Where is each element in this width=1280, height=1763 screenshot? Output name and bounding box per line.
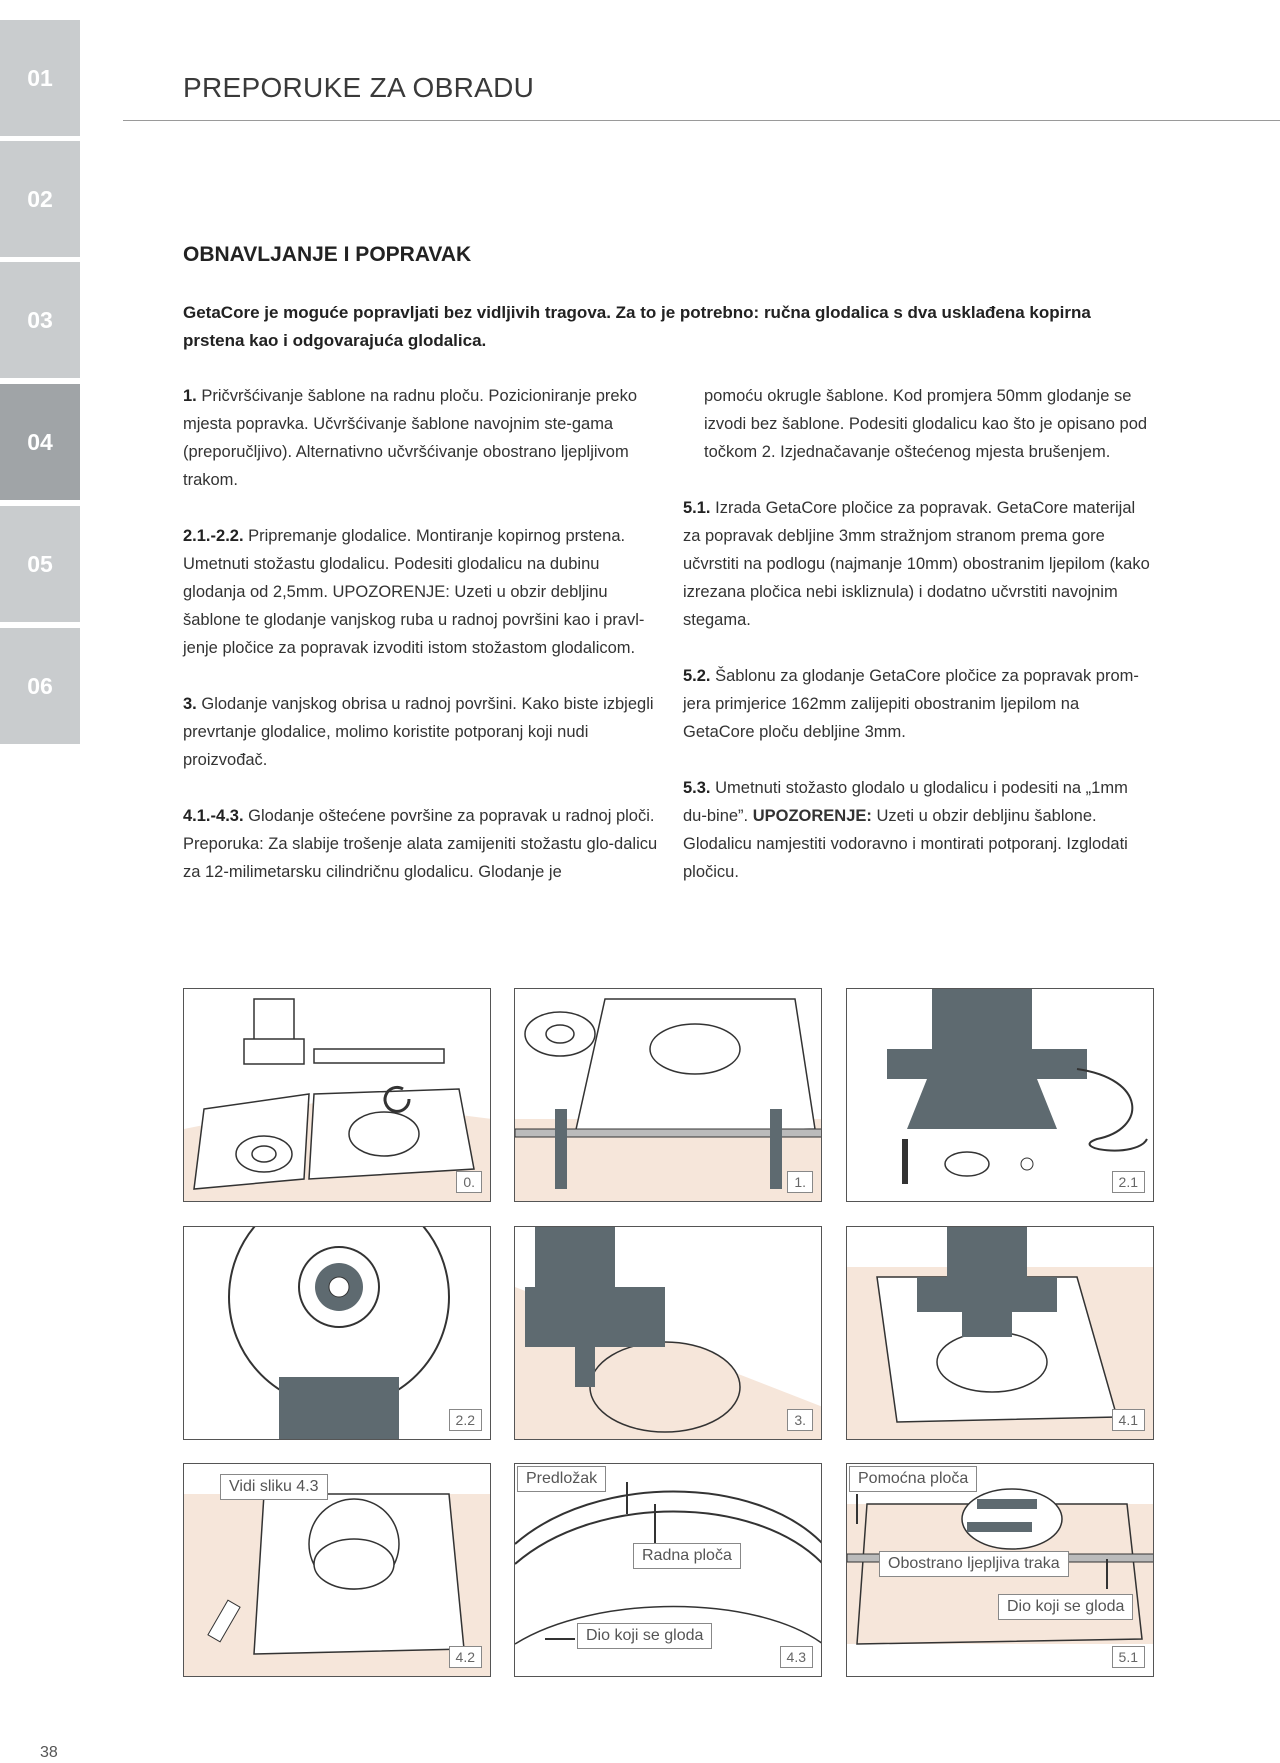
figure-0 xyxy=(183,988,491,1202)
step-4 xyxy=(183,802,663,886)
figure-4-2 xyxy=(183,1463,491,1677)
section-heading: OBNAVLJANJE I POPRAVAK xyxy=(183,243,472,266)
step-5-2 xyxy=(683,662,1153,746)
chapter-tab-06[interactable]: 06 xyxy=(0,628,80,744)
intro-paragraph: GetaCore je moguće popravljati bez vidljivih tragova. Za to je potrebno: ručna glodalica s dva usklađena kopirna prstena kao i odgovarajuća glodalica. xyxy=(183,303,1091,350)
figure-3 xyxy=(514,1226,822,1440)
figure-1 xyxy=(514,988,822,1202)
callout-auxiliary-plate: Pomoćna ploča xyxy=(849,1466,977,1492)
step-text: Šablonu za glodanje GetaCore pločice za popravak prom-jera primjerice 162mm zalijepiti obostranim ljepilom na GetaCore ploču debljine 3mm. xyxy=(683,667,1139,741)
figure-2-2 xyxy=(183,1226,491,1440)
step-number: 5.3. xyxy=(683,779,711,797)
step-5-1 xyxy=(683,494,1153,634)
chapter-tab-03[interactable]: 03 xyxy=(0,262,80,378)
step-text: pomoću okrugle šablone. Kod promjera 50mm glodanje se izvodi bez šablone. Podesiti glodalicu kao što je opisano pod točkom 2. Izjednačavanje oštećenog mjesta brušenjem. xyxy=(704,387,1148,461)
figure-4-1 xyxy=(846,1226,1154,1440)
step-text: Umetnuti stožasto glodalo u glodalicu i podesiti na „1mm du-bine”. xyxy=(683,779,1128,825)
figure-label: 1. xyxy=(787,1171,813,1193)
chapter-tab-04[interactable]: 04 xyxy=(0,384,80,500)
steps-right-column xyxy=(683,382,1153,914)
step-3 xyxy=(183,690,663,774)
chapter-tab-02[interactable]: 02 xyxy=(0,141,80,257)
step-number: 2.1.-2.2. xyxy=(183,527,244,545)
chapter-tab-05[interactable]: 05 xyxy=(0,506,80,622)
routing-outline-illustration xyxy=(515,1227,822,1440)
template-clamped-illustration xyxy=(515,989,822,1202)
figure-4-3 xyxy=(514,1463,822,1677)
page-title: PREPORUKE ZA OBRADU xyxy=(183,72,535,103)
step-number: 1. xyxy=(183,387,197,405)
callout-worktop: Radna ploča xyxy=(633,1543,741,1569)
steps-left-column xyxy=(183,382,663,914)
figure-label: 2.2 xyxy=(449,1409,482,1431)
figure-label: 4.3 xyxy=(780,1646,813,1668)
step-text: Pripremanje glodalice. Montiranje kopirnog prstena. Umetnuti stožastu glodalicu. Podesiti glodalicu na dubinu glodanja od 2,5mm. UPOZORENJE: Uzeti u obzir debljinu šablone te glodanje vanjskog ruba u radnoj površini kao i pravl-jenje pločice za popravak izvoditi istom stožastom glodalicom. xyxy=(183,527,645,657)
figure-2-1 xyxy=(846,988,1154,1202)
step-text: Glodanje vanjskog obrisa u radnoj površini. Kako biste izbjegli prevrtanje glodalice, molimo koristite potporanj koji nudi proizvođač. xyxy=(183,695,654,769)
figure-label: 4.2 xyxy=(449,1646,482,1668)
chapter-tab-01[interactable]: 01 xyxy=(0,20,80,136)
callout-see-figure: Vidi sliku 4.3 xyxy=(220,1474,328,1500)
figure-label: 0. xyxy=(456,1171,482,1193)
step-text: Uzeti u obzir debljinu šablone. Glodalicu namjestiti vodoravno i montirati potporanj. Izglodati pločicu. xyxy=(683,807,1128,881)
step-text: Glodanje oštećene površine za popravak u radnoj ploči. Preporuka: Za slabije trošenje alata zamijeniti stožastu glo-dalicu za 12-milimetarsku cilindričnu glodalicu. Glodanje je xyxy=(183,807,658,881)
figure-label: 2.1 xyxy=(1112,1171,1145,1193)
title-divider xyxy=(123,120,1280,121)
callout-milled-part: Dio koji se gloda xyxy=(577,1623,712,1649)
step-number: 5.1. xyxy=(683,499,711,517)
router-copy-ring-illustration xyxy=(847,989,1154,1202)
figure-5-1 xyxy=(846,1463,1154,1677)
step-text: Izrada GetaCore pločice za popravak. GetaCore materijal za popravak debljine 3mm stražnjom stranom prema gore učvrstiti na podlogu (najmanje 10mm) obostranim ljepilom (kako izrezana pločica nebi iskliznula) i dodatno učvrstiti navojnim stegama. xyxy=(683,499,1150,629)
step-number: 4.1.-4.3. xyxy=(183,807,244,825)
page-number: 38 xyxy=(40,1744,58,1761)
step-text: Pričvršćivanje šablone na radnu ploču. Pozicioniranje preko mjesta popravka. Učvršćivanje šablone navojnim ste-gama (preporučljivo). Alternativno učvršćivanje obostrano ljepljivom trakom. xyxy=(183,387,638,489)
routing-damaged-area-illustration xyxy=(847,1227,1154,1440)
callout-double-sided-tape: Obostrano ljepljiva traka xyxy=(879,1551,1069,1577)
step-number: 5.2. xyxy=(683,667,711,685)
figure-label: 3. xyxy=(787,1409,813,1431)
step-5-3 xyxy=(683,774,1153,886)
figure-label: 5.1 xyxy=(1112,1646,1145,1668)
figure-label: 4.1 xyxy=(1112,1409,1145,1431)
warning-label: UPOZORENJE: xyxy=(752,807,872,825)
step-1 xyxy=(183,382,663,494)
callout-milled-part: Dio koji se gloda xyxy=(998,1594,1133,1620)
router-template-illustration xyxy=(184,989,491,1202)
step-number: 3. xyxy=(183,695,197,713)
router-base-illustration xyxy=(184,1227,491,1440)
step-4-continuation xyxy=(683,382,1153,466)
step-2 xyxy=(183,522,663,662)
callout-template: Predložak xyxy=(517,1466,606,1492)
